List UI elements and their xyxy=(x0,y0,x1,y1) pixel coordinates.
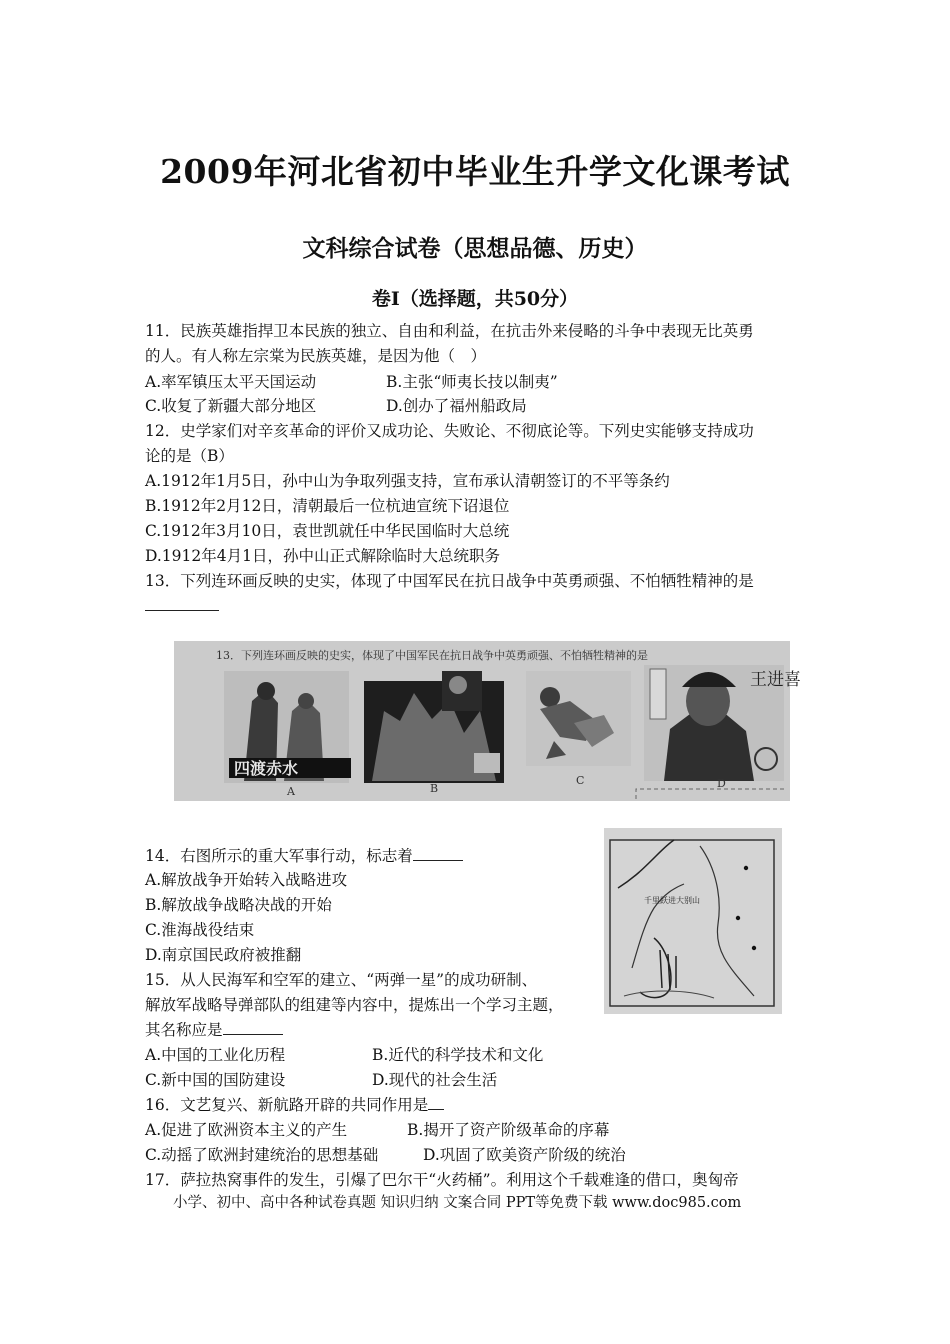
question-16-stem-text: 16．文艺复兴、新航路开辟的共同作用是 xyxy=(145,1096,429,1114)
map-label: 千里跃进大别山 xyxy=(644,896,700,905)
question-15-option-d: D.现代的社会生活 xyxy=(372,1071,498,1089)
question-12-option-d: D.1912年4月1日，孙中山正式解除临时大总统职务 xyxy=(145,547,500,565)
question-11-option-b: B.主张“师夷长技以制夷” xyxy=(386,373,558,391)
question-15-option-c: C.新中国的国防建设 xyxy=(145,1071,286,1089)
question-11-option-d: D.创办了福州船政局 xyxy=(386,397,527,415)
question-15-stem-line1: 15．从人民海军和空军的建立、“两弹一星”的成功研制、 xyxy=(145,971,538,989)
question-15-stem-line3-text: 其名称应是 xyxy=(145,1021,223,1039)
page-footer: 小学、初中、高中各种试卷真题 知识归纳 文案合同 PPT等免费下载 www.doc985.com xyxy=(173,1195,742,1211)
question-12-option-b: B.1912年2月12日，清朝最后一位杭迪宣统下诏退位 xyxy=(145,497,510,515)
exam-title: 2009年河北省初中毕业生升学文化课考试 xyxy=(160,152,790,191)
question-13-stem-line1: 13．下列连环画反映的史实，体现了中国军民在抗日战争中英勇顽强、不怕牺牲精神的是 xyxy=(145,572,754,590)
question-12-stem-line1: 12．史学家们对辛亥革命的评价又成功论、失败论、不彻底论等。下列史实能够支持成功 xyxy=(145,422,754,440)
question-14-stem-text: 14．右图所示的重大军事行动，标志着 xyxy=(145,847,413,865)
question-16-stem xyxy=(145,1095,444,1115)
question-16-option-a: A.促进了欧洲资本主义的产生 xyxy=(145,1121,348,1139)
comic-panel-d-label: 王进喜 xyxy=(750,670,801,690)
exam-subtitle: 文科综合试卷（思想品德、历史） xyxy=(302,235,648,262)
question-14-option-a: A.解放战争开始转入战略进攻 xyxy=(145,871,348,889)
comic-label-a: A xyxy=(287,785,295,798)
question-14-option-d: D.南京国民政府被推翻 xyxy=(145,946,302,964)
question-14-stem xyxy=(145,846,463,866)
question-12-stem-line2: 论的是（B） xyxy=(145,447,234,465)
comic-strip-illustration xyxy=(174,641,801,801)
military-map-image xyxy=(604,828,782,1014)
question-11-stem-line2: 的人。有人称左宗棠为民族英雄，是因为他（ ） xyxy=(145,347,487,365)
military-map-illustration xyxy=(604,828,782,1014)
comic-panel-a-title: 四渡赤水 xyxy=(234,759,299,778)
comic-panel-d xyxy=(644,665,801,781)
comic-strip-image xyxy=(174,641,801,801)
question-16-option-d: D.巩固了欧美资产阶级的统治 xyxy=(423,1146,626,1164)
comic-panel-b xyxy=(364,671,504,783)
question-16-option-c: C.动摇了欧洲封建统治的思想基础 xyxy=(145,1146,379,1164)
question-11-option-a: A.率军镇压太平天国运动 xyxy=(145,373,317,391)
comic-label-b: B xyxy=(430,782,439,795)
question-16-option-b: B.揭开了资产阶级革命的序幕 xyxy=(407,1121,610,1139)
question-13-answer-blank xyxy=(145,596,219,616)
question-14-option-c: C.淮海战役结束 xyxy=(145,921,255,939)
question-11-option-c: C.收复了新疆大部分地区 xyxy=(145,397,317,415)
question-12-option-c: C.1912年3月10日，袁世凯就任中华民国临时大总统 xyxy=(145,522,510,540)
section-heading: 卷Ⅰ（选择题，共50分） xyxy=(371,288,579,310)
question-11-stem-line1: 11．民族英雄指捍卫本民族的独立、自由和利益，在抗击外来侵略的斗争中表现无比英勇 xyxy=(145,322,754,340)
comic-label-c: C xyxy=(576,774,585,787)
question-12-option-a: A.1912年1月5日，孙中山为争取列强支持，宣布承认清朝签订的不平等条约 xyxy=(145,472,670,490)
comic-panel-a xyxy=(224,671,351,783)
question-15-option-b: B.近代的科学技术和文化 xyxy=(372,1046,544,1064)
question-14-option-b: B.解放战争战略决战的开始 xyxy=(145,896,332,914)
comic-panel-c xyxy=(526,671,631,766)
question-17-stem-line1: 17．萨拉热窝事件的发生，引爆了巴尔干“火药桶”。利用这个千载难逢的借口，奥匈帝 xyxy=(145,1171,739,1189)
question-15-stem-line3 xyxy=(145,1020,283,1040)
comic-label-d: D xyxy=(717,777,726,790)
question-15-option-a: A.中国的工业化历程 xyxy=(145,1046,286,1064)
comic-caption: 13．下列连环画反映的史实，体现了中国军民在抗日战争中英勇顽强、不怕牺牲精神的是 xyxy=(216,649,648,662)
question-15-stem-line2: 解放军战略导弹部队的组建等内容中，提炼出一个学习主题， xyxy=(145,996,564,1014)
